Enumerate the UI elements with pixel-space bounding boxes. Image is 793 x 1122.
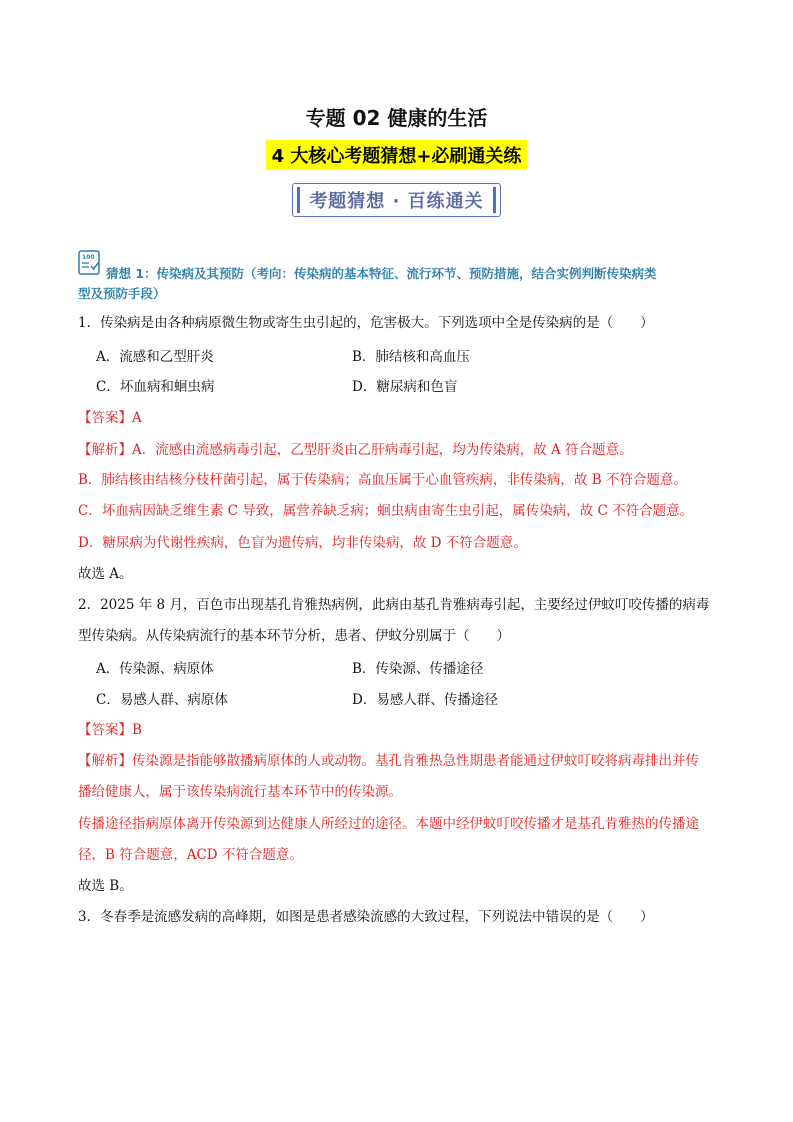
- q1-analysis-a: [78, 440, 718, 460]
- answer-label: 【答案】: [78, 722, 132, 738]
- svg-text:100: 100: [82, 254, 95, 261]
- highlighted-subtitle: 4 大核心考题猜想+必刷通关练: [266, 140, 528, 170]
- analysis-text: A．流感由流感病毒引起，乙型肝炎由乙肝病毒引起，均为传染病，故 A 符合题意。: [132, 442, 633, 458]
- question-2-stem-line-1: 2．2025 年 8 月，百色市出现基孔肯雅热病例，此病由基孔肯雅病毒引起，主要经过伊蚊叮咬传播的病毒: [78, 597, 710, 613]
- q1-option-a: A．流感和乙型肝炎: [96, 349, 214, 365]
- q2-conclusion: 故选 B。: [78, 878, 133, 894]
- guess-line-1: 猜想 1：传染病及其预防（考向：传染病的基本特征、流行环节、预防措施，结合实例判断传染病类: [106, 266, 657, 281]
- banner-row: [0, 183, 793, 217]
- q2-option-a: A．传染源、病原体: [96, 661, 214, 677]
- checklist-icon: [78, 250, 102, 276]
- subtitle-row: [0, 140, 793, 170]
- analysis-label: 【解析】: [78, 442, 132, 458]
- q1-conclusion: 故选 A。: [78, 566, 133, 582]
- q2-analysis-1a: [78, 751, 718, 771]
- q1-option-b: B．肺结核和高血压: [352, 349, 470, 365]
- q1-analysis-b: B．肺结核由结核分枝杆菌引起，属于传染病；高血压属于心血管疾病，非传染病，故 B 不符合题意。: [78, 472, 687, 488]
- q2-option-b: B．传染源、传播途径: [352, 661, 484, 677]
- q1-option-d: D．糖尿病和色盲: [352, 379, 458, 395]
- q2-option-d: D．易感人群、传播途径: [352, 692, 498, 708]
- guess-line-2: 型及预防手段）: [78, 286, 166, 301]
- q2-analysis-2a: 传播途径指病原体离开传染源到达健康人所经过的途径。本题中经伊蚊叮咬传播才是基孔肯雅热的传播途: [78, 816, 699, 832]
- question-2-stem-line-2: 型传染病。从传染病流行的基本环节分析，患者、伊蚊分别属于（ ）: [78, 628, 510, 644]
- section-banner: 考题猜想 · 百练通关: [292, 183, 500, 217]
- q2-analysis-1b: 播给健康人，属于该传染病流行基本环节中的传染源。: [78, 784, 402, 800]
- q1-answer: [78, 408, 718, 428]
- analysis-text: 传染源是指能够散播病原体的人或动物。基孔肯雅热急性期患者能通过伊蚊叮咬将病毒排出并传: [132, 753, 699, 769]
- q2-answer: [78, 720, 718, 740]
- q2-analysis-2b: 径，B 符合题意，ACD 不符合题意。: [78, 847, 303, 863]
- answer-label: 【答案】: [78, 410, 132, 426]
- analysis-label: 【解析】: [78, 753, 132, 769]
- question-3-stem: 3．冬春季是流感发病的高峰期，如图是患者感染流感的大致过程，下列说法中错误的是（ ）: [78, 909, 654, 925]
- question-1-stem: 1．传染病是由各种病原微生物或寄生虫引起的，危害极大。下列选项中全是传染病的是（ ）: [78, 315, 654, 331]
- page-title: 专题 02 健康的生活: [305, 106, 488, 130]
- guess-heading: [78, 250, 718, 304]
- q1-option-c: C．坏血病和蛔虫病: [96, 379, 215, 395]
- q1-analysis-c: C．坏血病因缺乏维生素 C 导致，属营养缺乏病；蛔虫病由寄生虫引起，属传染病，故 C 不符合题意。: [78, 503, 694, 519]
- q1-analysis-d: D．糖尿病为代谢性疾病，色盲为遗传病，均非传染病，故 D 不符合题意。: [78, 535, 527, 551]
- answer-value: A: [132, 410, 142, 426]
- answer-value: B: [132, 722, 142, 738]
- q2-option-c: C．易感人群、病原体: [96, 692, 228, 708]
